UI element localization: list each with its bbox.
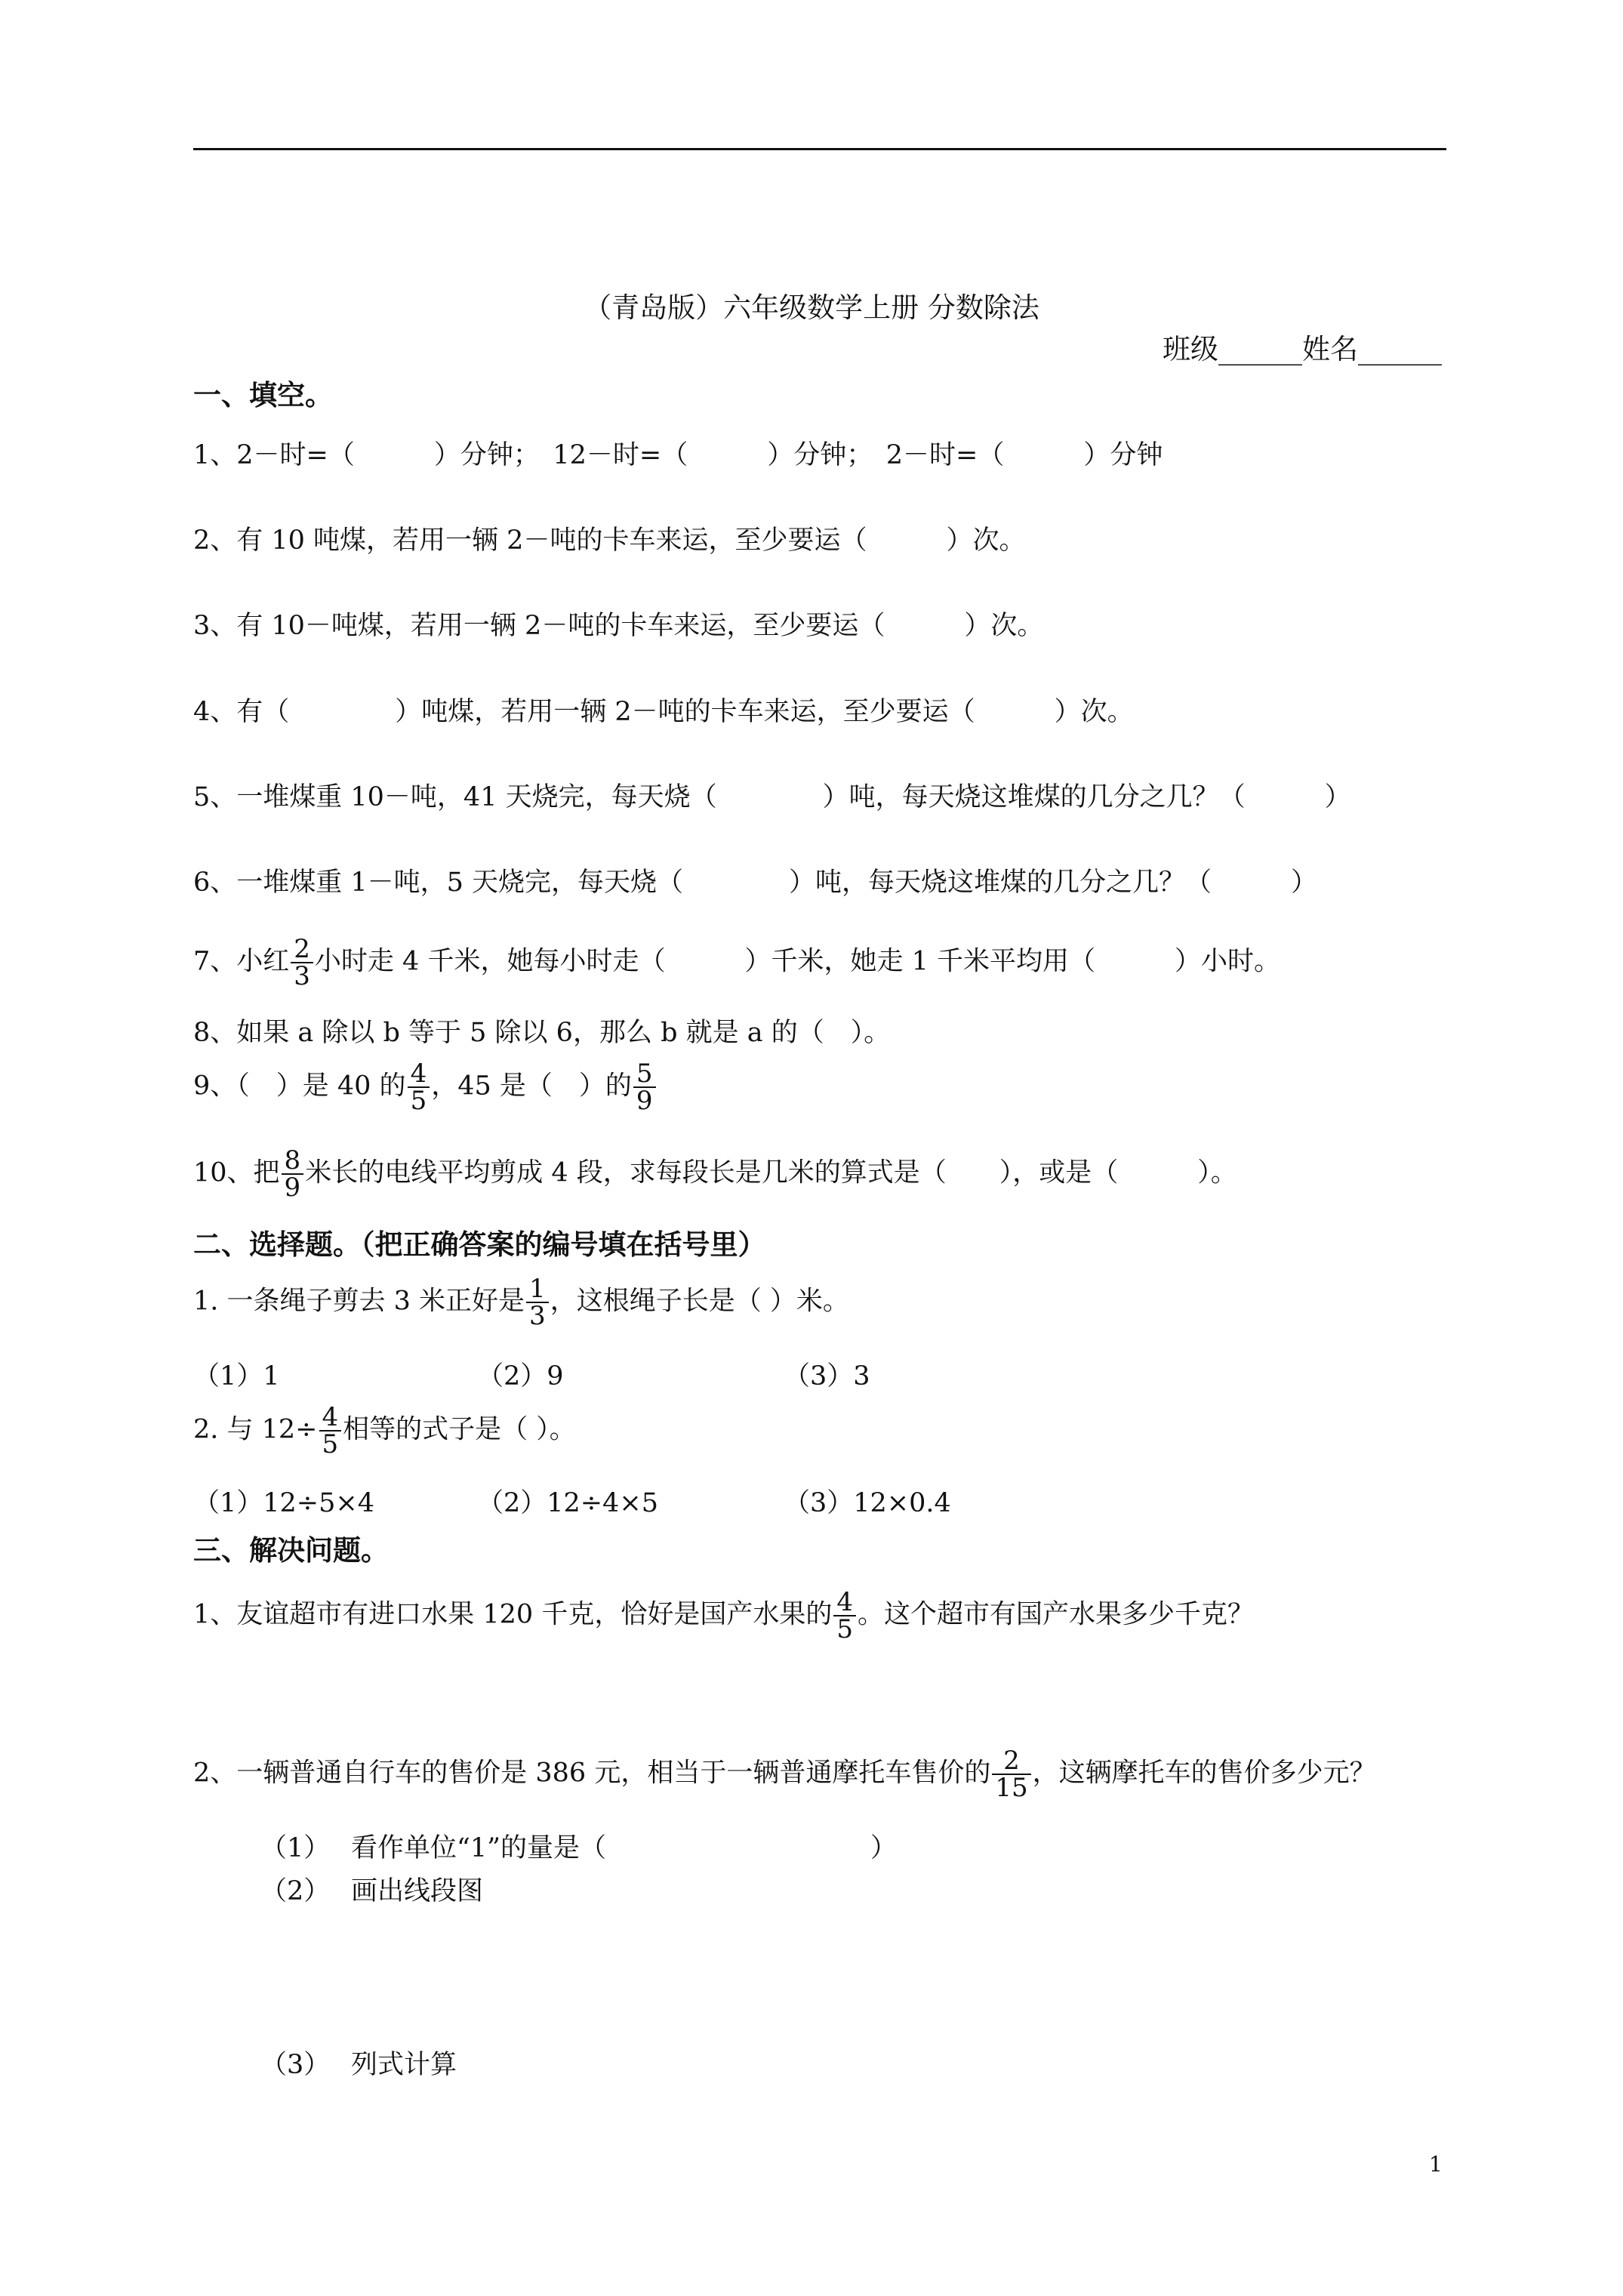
fill-question-10-suffix: 米长的电线平均剪成 4 段，求每段长是几米的算式是（ ），或是（ ）。 — [305, 1157, 1237, 1188]
fill-question-6: 6、一堆煤重 1－吨，5 天烧完，每天烧（ ）吨，每天烧这堆煤的几分之几？（ ） — [193, 868, 1318, 898]
fraction-denominator: 3 — [291, 962, 313, 989]
solve-2-step-2-text: 画出线段图 — [351, 1876, 484, 1906]
solve-question-1-suffix: 。这个超市有国产水果多少千克？ — [857, 1599, 1254, 1630]
choice-question-2 — [193, 1404, 576, 1457]
fraction-numerator: 4 — [322, 1402, 339, 1432]
solve-2-step-1-text: 看作单位“1”的量是（ ） — [351, 1833, 898, 1863]
choice-2-option-1: （1）12÷5×4 — [193, 1488, 374, 1518]
choice-question-2-prefix: 2. 与 12÷ — [193, 1414, 318, 1445]
choice-question-1 — [193, 1276, 849, 1329]
fraction-four-fifths — [833, 1589, 856, 1642]
fraction-denominator: 9 — [282, 1173, 304, 1200]
fraction-denominator: 5 — [408, 1086, 430, 1114]
fill-question-10 — [193, 1145, 1237, 1203]
class-name-field: 班级______姓名______ — [1163, 333, 1442, 365]
fraction-five-ninths — [633, 1061, 656, 1114]
section-fill-title: 一、填空。 — [193, 378, 333, 411]
section-solve-title: 三、解决问题。 — [193, 1533, 389, 1567]
fraction-numerator: 4 — [410, 1059, 427, 1089]
solve-2-step-1-number: （1） — [260, 1833, 331, 1863]
solve-2-step-3-text: 列式计算 — [351, 2050, 457, 2080]
fill-question-3: 3、有 10－吨煤，若用一辆 2－吨的卡车来运，至少要运（ ）次。 — [193, 611, 1044, 641]
section-choice-title: 二、选择题。（把正确答案的编号填在括号里） — [193, 1228, 766, 1261]
solve-2-step-3-number: （3） — [260, 2050, 331, 2080]
solve-2-step-2-number: （2） — [260, 1876, 331, 1906]
fraction-numerator: 5 — [636, 1059, 653, 1089]
choice-question-1-suffix: ，这根绳子长是（ ）米。 — [550, 1286, 849, 1317]
fill-question-9 — [193, 1061, 658, 1114]
fraction-four-fifths — [408, 1061, 430, 1114]
fraction-eight-ninths — [282, 1145, 304, 1203]
fraction-one-third — [526, 1276, 549, 1329]
fill-question-7-prefix: 7、小红 — [193, 946, 290, 977]
solve-question-1-prefix: 1、友谊超市有进口水果 120 千克，恰好是国产水果的 — [193, 1599, 833, 1630]
fraction-denominator: 9 — [633, 1086, 656, 1114]
solve-question-2 — [193, 1748, 1376, 1801]
fraction-denominator: 5 — [833, 1615, 856, 1642]
choice-1-option-2: （2）9 — [477, 1361, 564, 1391]
page-title: （青岛版）六年级数学上册 分数除法 — [584, 291, 1039, 324]
fill-question-1: 1、2－时=（ ）分钟； 12－时=（ ）分钟； 2－时=（ ）分钟 — [193, 440, 1163, 470]
solve-question-2-prefix: 2、一辆普通自行车的售价是 386 元，相当于一辆普通摩托车售价的 — [193, 1758, 991, 1789]
choice-question-1-prefix: 1. 一条绳子剪去 3 米正好是 — [193, 1286, 525, 1317]
choice-2-option-2: （2）12÷4×5 — [477, 1488, 658, 1518]
fill-question-4: 4、有（ ）吨煤，若用一辆 2－吨的卡车来运，至少要运（ ）次。 — [193, 697, 1134, 727]
fraction-two-fifteenths — [992, 1748, 1030, 1801]
fill-question-8: 8、如果 a 除以 b 等于 5 除以 6，那么 b 就是 a 的（ ）。 — [193, 1018, 891, 1048]
fraction-numerator: 4 — [836, 1587, 853, 1617]
header-rule — [193, 148, 1446, 150]
choice-1-option-3: （3）3 — [784, 1361, 870, 1391]
fraction-numerator: 8 — [284, 1145, 301, 1176]
solve-question-2-suffix: ，这辆摩托车的售价多少元？ — [1032, 1758, 1376, 1789]
fraction-numerator: 2 — [1003, 1746, 1020, 1776]
fraction-four-fifths — [319, 1404, 342, 1457]
fill-question-5: 5、一堆煤重 10－吨，41 天烧完，每天烧（ ）吨，每天烧这堆煤的几分之几？（ ） — [193, 782, 1351, 812]
fill-question-9-part1: 9、（ ）是 40 的 — [193, 1071, 406, 1102]
fraction-denominator: 15 — [992, 1774, 1030, 1801]
choice-question-2-suffix: 相等的式子是（ ）。 — [343, 1414, 576, 1445]
choice-2-option-3: （3）12×0.4 — [784, 1488, 951, 1518]
page-number: 1 — [1429, 2152, 1443, 2177]
fill-question-7 — [193, 936, 1280, 989]
choice-1-option-1: （1）1 — [193, 1361, 280, 1391]
fill-question-2: 2、有 10 吨煤，若用一辆 2－吨的卡车来运，至少要运（ ）次。 — [193, 525, 1026, 556]
fraction-denominator: 5 — [319, 1430, 342, 1457]
fill-question-10-prefix: 10、把 — [193, 1157, 280, 1188]
fill-question-7-suffix: 小时走 4 千米，她每小时走（ ）千米，她走 1 千米平均用（ ）小时。 — [314, 946, 1280, 977]
fraction-numerator: 1 — [529, 1274, 546, 1304]
solve-question-1 — [193, 1589, 1254, 1642]
fill-question-9-part2: ，45 是（ ）的 — [431, 1071, 632, 1102]
fraction-two-thirds — [291, 936, 313, 989]
fraction-denominator: 3 — [526, 1302, 549, 1329]
fraction-numerator: 2 — [294, 934, 310, 964]
